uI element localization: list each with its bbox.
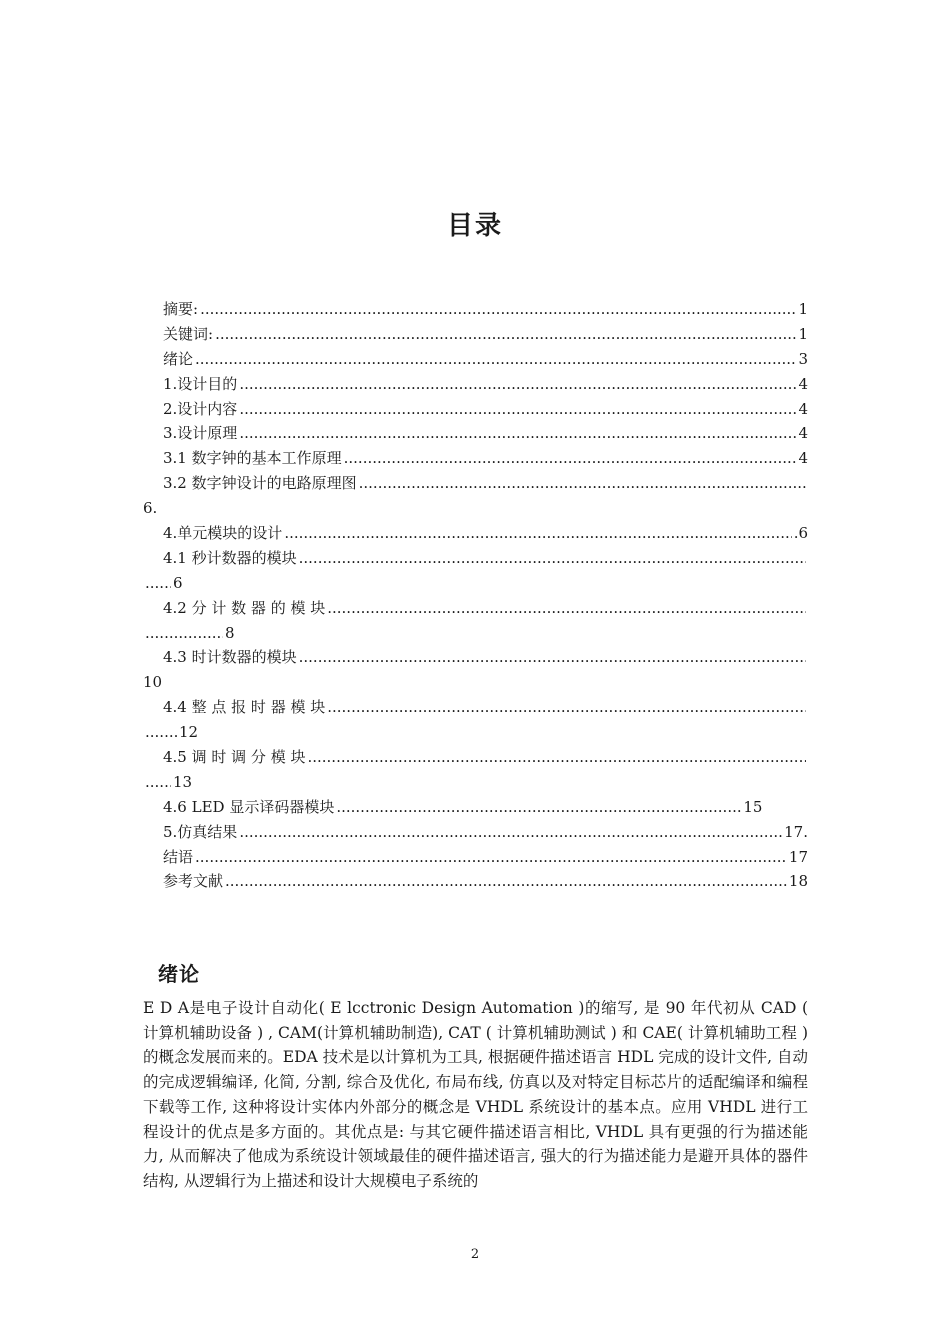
toc-leader <box>215 322 796 347</box>
toc-entry[interactable] <box>143 869 808 894</box>
toc-entry-page: 4 <box>798 399 808 418</box>
toc-leader <box>299 645 806 670</box>
toc-entry[interactable] <box>143 347 808 372</box>
toc-entry-label: 4.2 分 计 数 器 的 模 块 <box>163 598 326 617</box>
toc-entry-page: 15 <box>743 797 763 816</box>
toc-entry[interactable] <box>143 397 808 422</box>
toc-entry-continuation[interactable] <box>143 720 808 745</box>
toc-entry-label: 3.1 数字钟的基本工作原理 <box>163 449 342 468</box>
toc-leader <box>344 446 797 471</box>
toc-entry-label: 结语 <box>163 847 194 866</box>
page-title: 目录 <box>446 211 503 241</box>
toc-entry-label: 关键词: <box>163 324 214 343</box>
toc-entry[interactable] <box>143 596 808 621</box>
toc-leader <box>327 695 806 720</box>
toc-entry-continuation[interactable] <box>143 670 808 695</box>
toc-leader <box>145 720 177 745</box>
toc-leader <box>145 571 171 596</box>
toc-entry[interactable] <box>143 421 808 446</box>
toc-entry-label: 摘要: <box>163 300 199 318</box>
table-of-contents <box>143 297 808 894</box>
toc-entry-label: 4.单元模块的设计 <box>163 524 283 543</box>
toc-entry[interactable] <box>143 645 808 670</box>
toc-entry[interactable] <box>143 297 808 322</box>
toc-entry-page: .6 <box>793 524 808 543</box>
toc-entry-label: 4.6 LED 显示译码器模块 <box>163 797 335 816</box>
toc-leader <box>327 596 806 621</box>
toc-entry-page: 8 <box>225 623 235 642</box>
toc-entry-label: 参考文献 <box>163 872 224 891</box>
toc-entry-page: 4 <box>798 449 808 468</box>
toc-entry-page: 12 <box>179 723 199 742</box>
toc-entry-label: 5.仿真结果 <box>163 822 238 841</box>
toc-entry[interactable] <box>143 322 808 347</box>
toc-entry-label: 3.设计原理 <box>163 424 238 443</box>
toc-entry-page: 4 <box>798 424 808 443</box>
toc-entry-label: 4.3 时计数器的模块 <box>163 648 297 667</box>
toc-entry[interactable] <box>143 745 808 770</box>
toc-entry-label: 4.4 整 点 报 时 器 模 块 <box>163 698 326 717</box>
toc-leader <box>145 621 223 646</box>
toc-entry-page: 4 <box>798 374 808 393</box>
toc-leader <box>239 372 796 397</box>
toc-entry-continuation[interactable] <box>143 770 808 795</box>
toc-entry-label: 10 <box>143 673 163 692</box>
toc-entry-page: 6 <box>173 573 183 592</box>
toc-entry-page: 1 <box>798 300 808 318</box>
toc-entry[interactable] <box>143 446 808 471</box>
toc-entry[interactable] <box>143 820 808 845</box>
toc-leader <box>225 869 787 894</box>
toc-entry-label: 4.1 秒计数器的模块 <box>163 548 297 567</box>
toc-leader <box>239 820 782 845</box>
toc-entry-label: 3.2 数字钟设计的电路原理图 <box>163 474 357 493</box>
toc-entry-page: 17 <box>788 847 808 866</box>
body-paragraph: E D A是电子设计自动化( E lcctronic Design Automation )的缩写, 是 90 年代初从 CAD ( 计算机辅助设备 ) , CAM(计算机辅助制造), CAT ( 计算机辅助测试 ) 和 CAE( 计算机辅助工程 )的概念发展而来的。EDA 技术是以计算机为工具, 根据硬件描述语言 HDL 完成的设计文件, 自动的完成逻辑编译, 化简, 分割, 综合及优化, 布局布线, 仿真以及对特定目标芯片的适配编译和编程下载等工作, 这种将设计实体内外部分的概念是 VHDL 系统设计的基本点。应用 VHDL 进行工程设计的优点是多方面的。其优点是: 与其它硬件描述语言相比, VHDL 具有更强的行为描述能力, 从而解决了他成为系统设计领域最佳的硬件描述语言, 强大的行为描述能力是避开具体的器件结构, 从逻辑行为上描述和设计大规模电子系统的 <box>143 999 808 1190</box>
toc-entry-page: 17. <box>784 822 808 841</box>
toc-leader <box>284 521 791 546</box>
toc-leader <box>195 347 796 372</box>
toc-entry[interactable] <box>143 695 808 720</box>
toc-leader <box>299 546 806 571</box>
toc-entry[interactable] <box>143 845 808 870</box>
toc-entry[interactable] <box>143 372 808 397</box>
toc-entry-label: 绪论 <box>163 349 194 368</box>
page-number: 2 <box>470 1247 480 1262</box>
toc-leader <box>359 471 806 496</box>
toc-leader <box>239 397 796 422</box>
toc-entry[interactable] <box>143 795 808 820</box>
toc-leader <box>307 745 806 770</box>
toc-entry-continuation[interactable] <box>143 621 808 646</box>
toc-entry[interactable] <box>143 546 808 571</box>
toc-entry-page: 1 <box>798 324 808 343</box>
toc-leader <box>145 770 171 795</box>
toc-leader <box>195 845 787 870</box>
toc-leader <box>200 297 796 322</box>
toc-entry-label: 4.5 调 时 调 分 模 块 <box>163 748 306 767</box>
toc-entry-continuation[interactable] <box>143 496 808 521</box>
section-heading: 绪论 <box>158 962 200 986</box>
toc-leader <box>336 795 741 820</box>
toc-leader <box>239 421 796 446</box>
toc-entry[interactable] <box>143 521 808 546</box>
toc-entry-page: 18 <box>788 872 808 891</box>
toc-entry-label: 2.设计内容 <box>163 399 238 418</box>
toc-entry-label: 6. <box>143 499 158 518</box>
toc-entry-page: 3 <box>798 349 808 368</box>
toc-entry-page: 13 <box>173 772 193 791</box>
toc-entry[interactable] <box>143 471 808 496</box>
toc-entry-label: 1.设计目的 <box>163 374 238 393</box>
toc-entry-continuation[interactable] <box>143 571 808 596</box>
